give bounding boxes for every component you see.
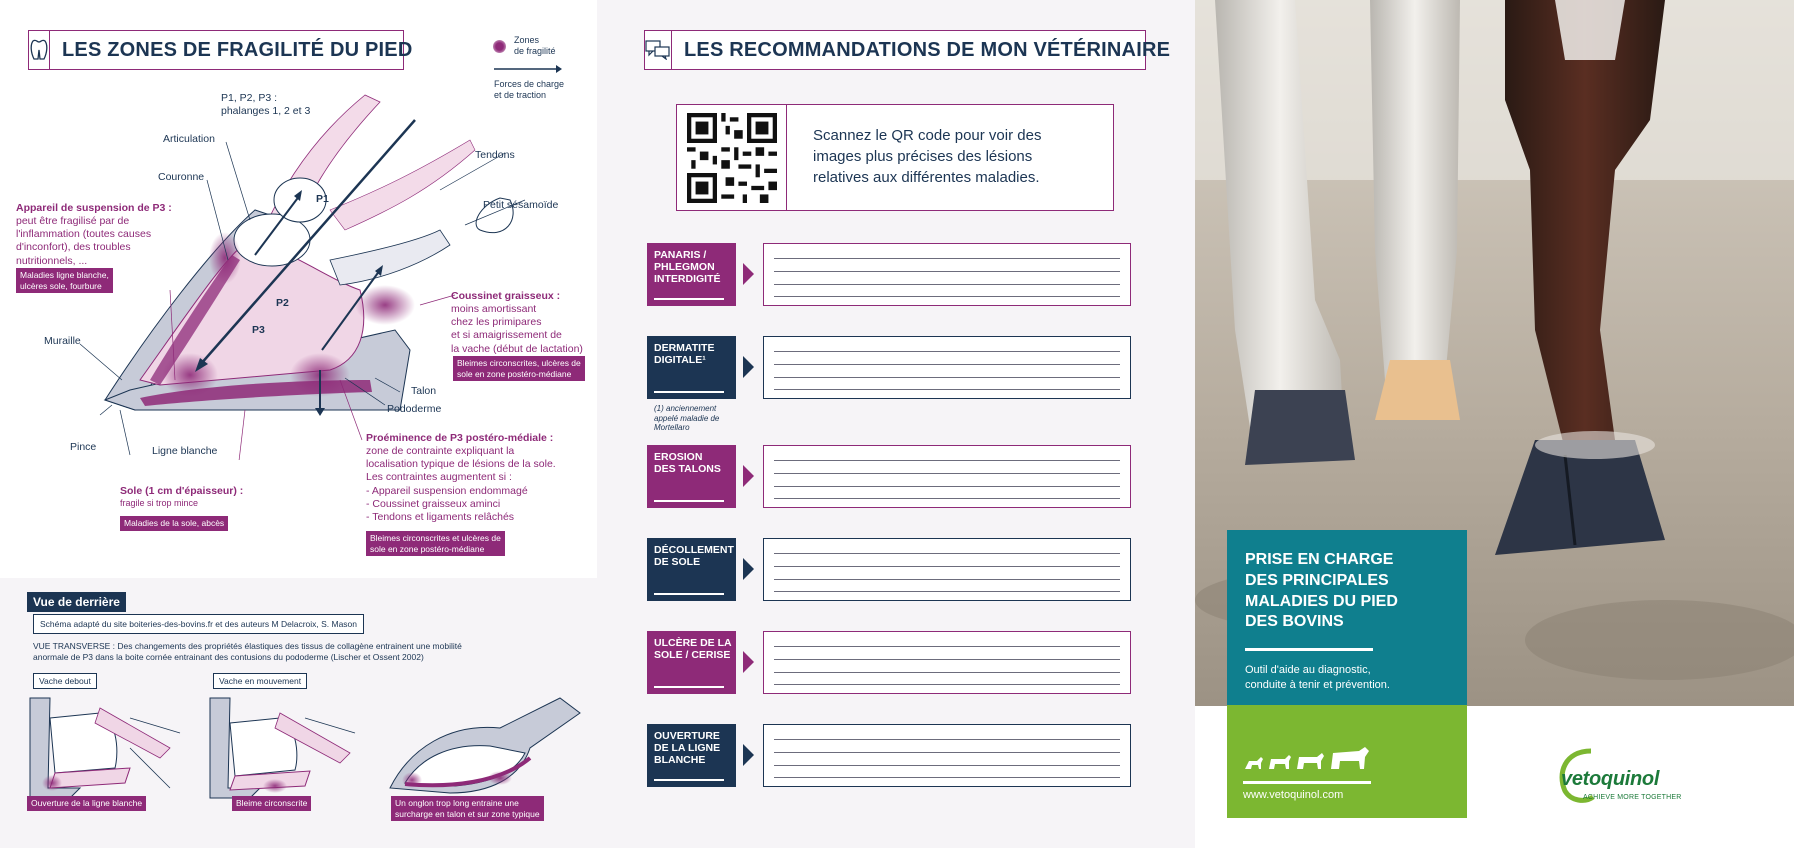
coussinet-annotation	[451, 290, 591, 356]
brand-tagline: ACHIEVE MORE TOGETHER	[1583, 794, 1682, 801]
fragility-title: LES ZONES DE FRAGILITÉ DU PIED	[62, 38, 413, 61]
label-p2: P2	[276, 297, 289, 309]
label-pince: Pince	[70, 441, 97, 453]
label-p1: P1	[316, 193, 329, 205]
website-box	[1227, 705, 1467, 818]
recommendations-title-box	[644, 30, 1171, 70]
notes-box[interactable]	[763, 538, 1131, 601]
cover-divider	[1245, 648, 1373, 651]
proeminence-text: zone de contrainte expliquant la localisation typique de lésions de la sole. Les contraintes augmentent si : - Appareil suspension endommagé - Coussinet graisseux aminci - Tendons et ligaments relâchés	[366, 445, 556, 523]
sole-annotation	[120, 485, 270, 509]
back-view-title: Vue de derrière	[27, 592, 126, 612]
coussinet-tag: Bleimes circonscrites, ulcères de sole en zone postéro-médiane	[453, 356, 585, 381]
sole-title: Sole (1 cm d'épaisseur) :	[120, 485, 244, 497]
back-view-description: VUE TRANSVERSE : Des changements des propriétés élastiques des tissus de collagène entrainent une mobilité anormale de P3 dans la boite cornée entrainant des contusions du pododerme (Lischer et Ossent 2002)	[33, 641, 462, 663]
caption-moving: Vache en mouvement	[213, 673, 307, 689]
disease-row	[647, 243, 1131, 306]
right-panel	[1195, 0, 1794, 848]
label-tendons: Tendons	[475, 149, 515, 161]
disease-label: PANARIS / PHLEGMON INTERDIGITÉ	[647, 243, 736, 306]
tooth-hoof-icon	[29, 31, 50, 69]
sole-tag: Maladies de la sole, abcès	[120, 516, 228, 531]
force-arrow-icon	[494, 64, 562, 74]
dermatite-footnote: (1) anciennement appelé maladie de Mortellaro	[654, 404, 720, 433]
notes-box[interactable]	[763, 631, 1131, 694]
disease-row	[647, 631, 1131, 694]
label-phalanges: P1, P2, P3 : phalanges 1, 2 et 3	[221, 92, 311, 117]
tag-onglon: Un onglon trop long entraine une surcharge en talon et sur zone typique	[391, 796, 544, 821]
website-url[interactable]: www.vetoquinol.com	[1243, 789, 1344, 801]
qr-box	[676, 104, 1114, 211]
label-p3: P3	[252, 324, 265, 336]
suspension-title: Appareil de suspension de P3 :	[16, 202, 172, 214]
proeminence-annotation	[366, 432, 581, 524]
disease-row	[647, 538, 1131, 601]
fragility-title-box	[28, 30, 413, 70]
disease-label: EROSION DES TALONS	[647, 445, 736, 508]
arrow-icon	[743, 356, 754, 378]
animals-icon	[1243, 747, 1375, 775]
left-panel	[0, 0, 597, 848]
qr-text: Scannez le QR code pour voir des images plus précises des lésions relatives aux différentes maladies.	[813, 127, 1042, 186]
notes-box[interactable]	[763, 724, 1131, 787]
arrow-icon	[743, 465, 754, 487]
suspension-text: peut être fragilisé par de l'inflammation (toutes causes d'inconfort), des troubles nutritionnels, ...	[16, 215, 152, 267]
chat-bubbles-icon	[645, 31, 672, 69]
legend-zones: Zones de fragilité	[514, 35, 556, 56]
arrow-icon	[743, 558, 754, 580]
label-ligne-blanche: Ligne blanche	[152, 445, 218, 457]
caption-standing: Vache debout	[33, 673, 97, 689]
disease-label: OUVERTURE DE LA LIGNE BLANCHE	[647, 724, 736, 787]
proeminence-title: Proéminence de P3 postéro-médiale :	[366, 432, 554, 444]
arrow-icon	[743, 263, 754, 285]
suspension-annotation	[16, 202, 176, 268]
label-couronne: Couronne	[158, 171, 205, 183]
back-view-diagrams	[20, 688, 590, 808]
brand-name: vetoquinol	[1561, 768, 1660, 790]
label-pododerme: Pododerme	[387, 403, 442, 415]
cover-title-box	[1227, 530, 1467, 705]
arrow-icon	[743, 651, 754, 673]
notes-box[interactable]	[763, 445, 1131, 508]
qr-code[interactable]	[677, 105, 787, 210]
label-muraille: Muraille	[44, 335, 81, 347]
suspension-tag: Maladies ligne blanche, ulcères sole, fourbure	[16, 268, 113, 293]
notes-box[interactable]	[763, 243, 1131, 306]
tag-bleime: Bleime circonscrite	[232, 796, 311, 811]
disease-row	[647, 724, 1131, 787]
arrow-icon	[743, 744, 754, 766]
website-divider	[1243, 781, 1371, 784]
disease-label: DÉCOLLEMENT DE SOLE	[647, 538, 736, 601]
disease-label: DERMATITE DIGITALE¹	[647, 336, 736, 399]
label-articulation: Articulation	[163, 133, 215, 145]
cover-title: PRISE EN CHARGE DES PRINCIPALES MALADIES DU PIED DES BOVINS	[1245, 551, 1398, 631]
notes-box[interactable]	[763, 336, 1131, 399]
recommendations-title: LES RECOMMANDATIONS DE MON VÉTÉRINAIRE	[684, 38, 1171, 61]
label-sesamoide: Petit sésamoïde	[483, 199, 559, 211]
label-talon: Talon	[411, 385, 437, 397]
legend-forces: Forces de charge et de traction	[494, 79, 565, 100]
zone-swatch-icon	[493, 40, 506, 53]
back-view-source: Schéma adapté du site boiteries-des-bovins.fr et des auteurs M Delacroix, S. Mason	[33, 614, 364, 634]
tag-ligne-blanche: Ouverture de la ligne blanche	[27, 796, 146, 811]
proeminence-tag: Bleimes circonscrites et ulcères de sole en zone postéro-médiane	[366, 531, 505, 556]
disease-row	[647, 445, 1131, 508]
coussinet-title: Coussinet graisseux :	[451, 290, 561, 302]
coussinet-text: moins amortissant chez les primipares et si amaigrissement de la vache (début de lactation)	[451, 303, 583, 355]
disease-label: ULCÈRE DE LA SOLE / CERISE	[647, 631, 736, 694]
disease-row	[647, 336, 1131, 399]
cover-subtitle: Outil d'aide au diagnostic, conduite à tenir et prévention.	[1245, 664, 1390, 692]
middle-panel	[597, 0, 1195, 848]
sole-text: fragile si trop mince	[120, 498, 199, 509]
